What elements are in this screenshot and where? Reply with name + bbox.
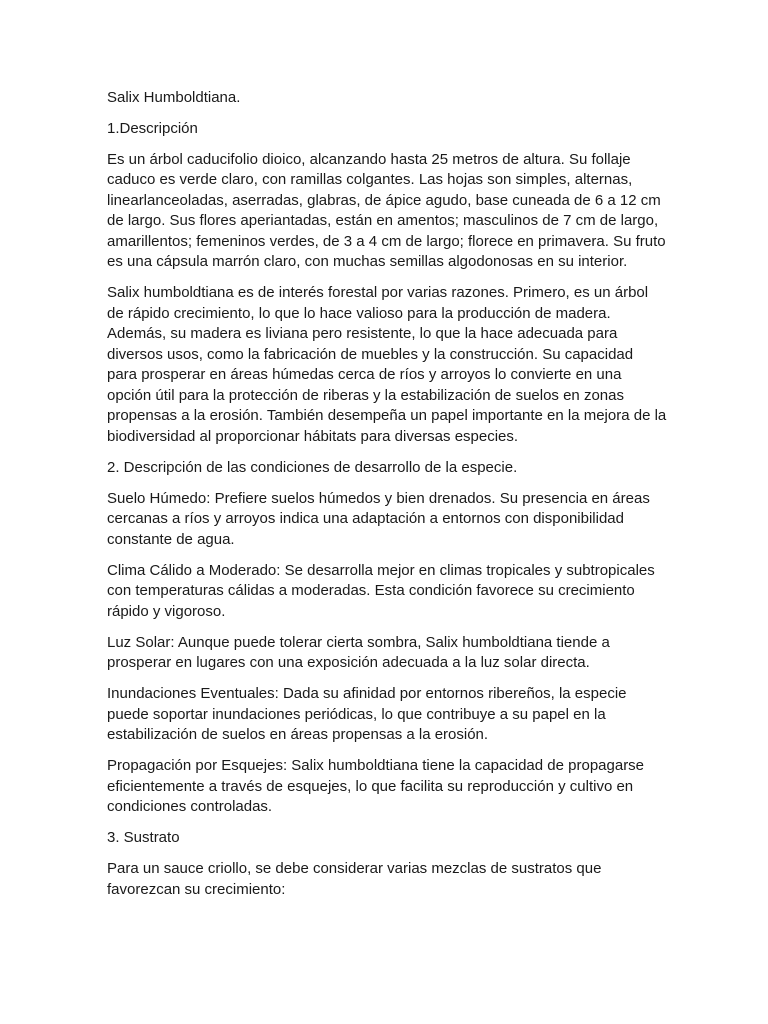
section-heading-sustrato: 3. Sustrato bbox=[107, 829, 180, 846]
document-title: Salix Humboldtiana. bbox=[107, 89, 241, 106]
paragraph-suelo-humedo: Suelo Húmedo: Prefiere suelos húmedos y bien drenados. Su presencia en áreas cercanas a ríos y arroyos indica una adaptación a entornos con disponibilidad constante de agua. bbox=[107, 489, 650, 548]
paragraph-descripcion: Es un árbol caducifolio dioico, alcanzando hasta 25 metros de altura. Su follaje caduco es verde claro, con ramillas colgantes. Las hojas son simples, alternas, linearlanceoladas, aserradas, glabras, de ápice agudo, base cuneada de 6 a 12 cm de largo. Sus flores aperiantadas, están en amentos; masculinos de 7 cm de largo, amarillentos; femeninos verdes, de 3 a 4 cm de largo; florece en primavera. Su fruto es una cápsula marrón claro, con muchas semillas algodonosas en su interior. bbox=[107, 150, 666, 270]
paragraph-clima: Clima Cálido a Moderado: Se desarrolla mejor en climas tropicales y subtropicales con temperaturas cálidas a moderadas. Esta condición favorece su crecimiento rápido y vigoroso. bbox=[107, 561, 655, 620]
paragraph-propagacion: Propagación por Esquejes: Salix humboldtiana tiene la capacidad de propagarse eficientemente a través de esquejes, lo que facilita su reproducción y cultivo en condiciones controladas. bbox=[107, 757, 645, 815]
paragraph-luz-solar: Luz Solar: Aunque puede tolerar cierta sombra, Salix humboldtiana tiende a prosperar en lugares con una exposición adecuada a la luz solar directa. bbox=[107, 633, 610, 671]
section-heading-descripcion: 1.Descripción bbox=[107, 119, 198, 137]
document-page bbox=[107, 88, 667, 911]
paragraph-sustrato: Para un sauce criollo, se debe considerar varias mezclas de sustratos que favorezcan su crecimiento: bbox=[107, 860, 602, 898]
paragraph-inundaciones: Inundaciones Eventuales: Dada su afinidad por entornos ribereños, la especie puede soportar inundaciones periódicas, lo que contribuye a su papel en la estabilización de suelos en áreas propensas a la erosión. bbox=[107, 685, 627, 743]
paragraph-interes-forestal: Salix humboldtiana es de interés forestal por varias razones. Primero, es un árbol de rápido crecimiento, lo que lo hace valioso para la producción de madera. Además, su madera es liviana pero resistente, lo que la hace adecuada para diversos usos, como la fabricación de muebles y la construcción. Su capacidad para prosperar en áreas húmedas cerca de ríos y arroyos lo convierte en una opción útil para la protección de riberas y la estabilización de suelos en zonas propensas a la erosión. También desempeña un papel importante en la mejora de la biodiversidad al proporcionar hábitats para diversas especies. bbox=[107, 284, 667, 445]
section-heading-condiciones: 2. Descripción de las condiciones de desarrollo de la especie. bbox=[107, 458, 518, 476]
